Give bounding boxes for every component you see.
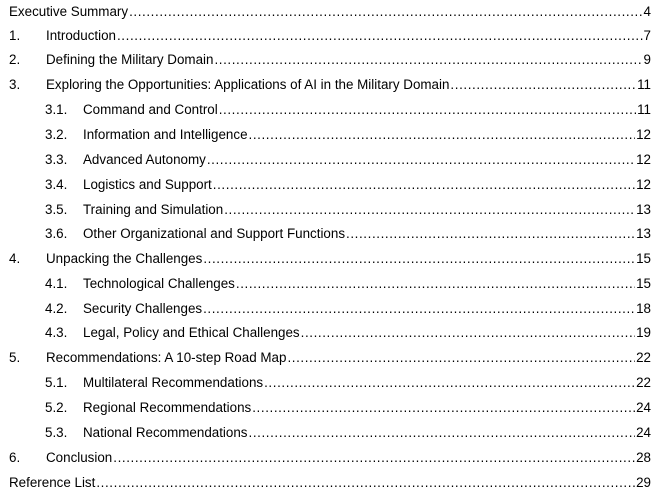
dot-leader — [249, 127, 636, 143]
dot-leader — [213, 177, 635, 193]
toc-title: Introduction — [46, 28, 116, 43]
dot-leader — [117, 28, 643, 44]
toc-title: Command and Control — [83, 102, 218, 117]
dot-leader — [301, 325, 635, 341]
dot-leader — [450, 77, 636, 93]
toc-number: 3.6. — [45, 226, 68, 241]
toc-number: 6. — [9, 450, 21, 465]
toc-title: Defining the Military Domain — [46, 52, 214, 67]
toc-title: Other Organizational and Support Functions — [83, 226, 346, 241]
toc-title: Advanced Autonomy — [83, 152, 206, 167]
toc-number: 4.3. — [45, 325, 68, 340]
toc-page-number: 24 — [636, 425, 651, 440]
dot-leader — [113, 450, 635, 466]
toc-entry-multilateral-recommendations[interactable] — [0, 371, 651, 391]
toc-page-number: 18 — [636, 301, 651, 316]
toc-entry-national-recommendations[interactable] — [0, 421, 651, 441]
toc-entry-training-and-simulation[interactable] — [0, 198, 651, 218]
toc-page-number: 11 — [637, 102, 651, 117]
toc-entry-legal-policy-ethical[interactable] — [0, 321, 651, 341]
toc-entry-command-and-control[interactable] — [0, 98, 651, 118]
toc-number: 5.2. — [45, 400, 68, 415]
toc-entry-executive-summary[interactable] — [0, 0, 651, 20]
dot-leader — [346, 226, 635, 242]
toc-page-number: 15 — [636, 251, 651, 266]
dot-leader — [219, 102, 636, 118]
toc-number: 5.3. — [45, 425, 68, 440]
toc-page-number: 7 — [643, 28, 651, 43]
dot-leader — [264, 375, 635, 391]
toc-entry-regional-recommendations[interactable] — [0, 396, 651, 416]
dot-leader — [203, 301, 635, 317]
toc-number: 5.1. — [45, 375, 68, 390]
dot-leader — [224, 202, 635, 218]
toc-title: Multilateral Recommendations — [83, 375, 264, 390]
dot-leader — [207, 152, 635, 168]
toc-entry-advanced-autonomy[interactable] — [0, 148, 651, 168]
toc-title: Executive Summary — [9, 4, 129, 19]
toc-title: Reference List — [9, 475, 96, 490]
toc-title: Logistics and Support — [83, 177, 212, 192]
toc-number: 3.3. — [45, 152, 68, 167]
toc-entry-conclusion[interactable] — [0, 446, 651, 466]
toc-number: 3.5. — [45, 202, 68, 217]
toc-entry-defining-military-domain[interactable] — [0, 48, 651, 68]
toc-entry-technological-challenges[interactable] — [0, 272, 651, 292]
toc-title: Conclusion — [46, 450, 113, 465]
toc-page-number: 12 — [636, 177, 651, 192]
dot-leader — [249, 425, 636, 441]
toc-number: 3.1. — [45, 102, 68, 117]
toc-number: 4.1. — [45, 276, 68, 291]
dot-leader — [96, 475, 635, 491]
toc-page-number: 22 — [636, 350, 651, 365]
toc-number: 3.2. — [45, 127, 68, 142]
toc-entry-information-and-intelligence[interactable] — [0, 123, 651, 143]
toc-title: Regional Recommendations — [83, 400, 252, 415]
toc-page-number: 4 — [643, 4, 651, 19]
dot-leader — [214, 52, 642, 68]
toc-title: Legal, Policy and Ethical Challenges — [83, 325, 300, 340]
toc-title: Technological Challenges — [83, 276, 235, 291]
toc-entry-recommendations[interactable] — [0, 346, 651, 366]
toc-title: National Recommendations — [83, 425, 248, 440]
toc-page-number: 12 — [636, 152, 651, 167]
toc-entry-security-challenges[interactable] — [0, 297, 651, 317]
toc-entry-exploring-opportunities[interactable] — [0, 73, 651, 93]
toc-number: 3. — [9, 77, 21, 92]
toc-entry-other-organizational[interactable] — [0, 222, 651, 242]
toc-number: 2. — [9, 52, 21, 67]
dot-leader — [203, 251, 635, 267]
toc-page-number: 12 — [636, 127, 651, 142]
toc-title: Security Challenges — [83, 301, 203, 316]
toc-title: Information and Intelligence — [83, 127, 248, 142]
toc-entry-introduction[interactable] — [0, 24, 651, 44]
toc-page-number: 9 — [643, 52, 651, 67]
toc-number: 3.4. — [45, 177, 68, 192]
toc-title: Training and Simulation — [83, 202, 224, 217]
toc-title: Unpacking the Challenges — [46, 251, 203, 266]
toc-entry-unpacking-challenges[interactable] — [0, 247, 651, 267]
toc-number: 4.2. — [45, 301, 68, 316]
dot-leader — [236, 276, 635, 292]
toc-number: 4. — [9, 251, 21, 266]
toc-page-number: 22 — [636, 375, 651, 390]
toc-page-number: 28 — [636, 450, 651, 465]
dot-leader — [252, 400, 635, 416]
toc-page-number: 11 — [637, 77, 651, 92]
toc-number: 5. — [9, 350, 21, 365]
toc-page-number: 24 — [636, 400, 651, 415]
toc-entry-reference-list[interactable] — [0, 471, 651, 491]
toc-entry-logistics-and-support[interactable] — [0, 173, 651, 193]
toc-page-number: 19 — [636, 325, 651, 340]
toc-title: Recommendations: A 10-step Road Map — [46, 350, 287, 365]
toc-page-number: 15 — [636, 276, 651, 291]
toc-page-number: 29 — [636, 475, 651, 490]
toc-page-number: 13 — [636, 226, 651, 241]
toc-title: Exploring the Opportunities: Applications of AI in the Military Domain — [46, 77, 450, 92]
toc-number: 1. — [9, 28, 21, 43]
dot-leader — [129, 4, 642, 20]
dot-leader — [287, 350, 635, 366]
toc-page-number: 13 — [636, 202, 651, 217]
